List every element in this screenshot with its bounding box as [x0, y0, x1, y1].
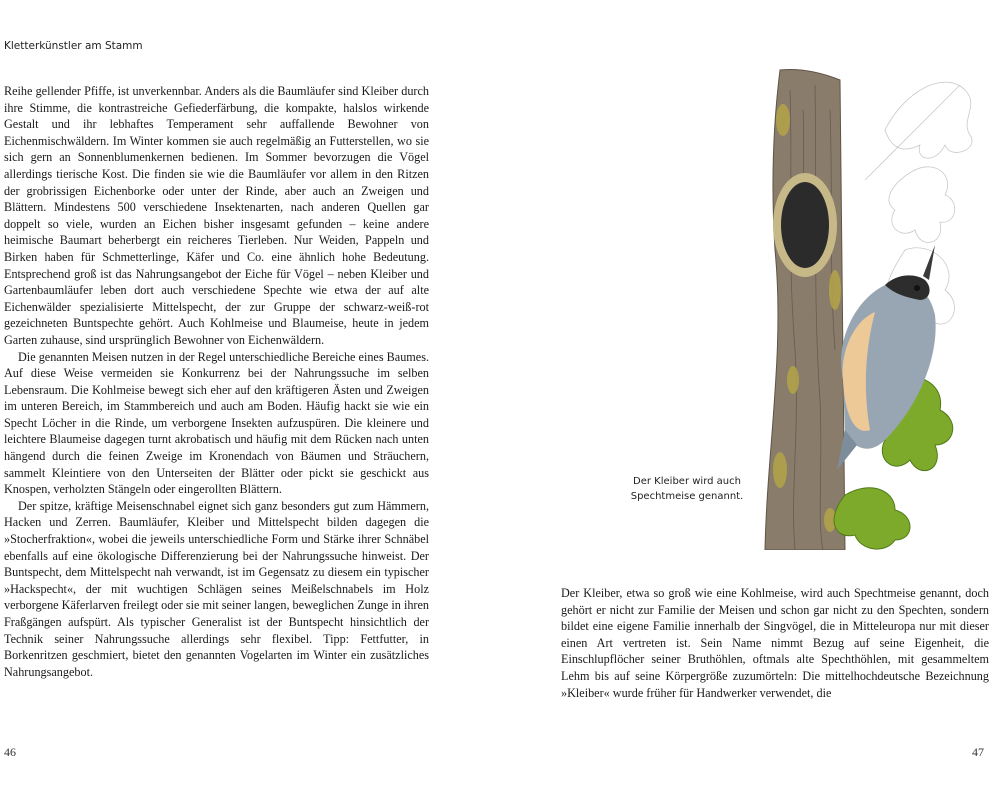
body-paragraph: Der spitze, kräftige Meisenschnabel eignet sich ganz besonders gut zum Hämmern, Hacken und Zerren. Baumläufer, Kleiber und Mittelspecht bilden dagegen die »Stocherfraktion«, wobei die jeweils unterschiedliche Form und Stärke ihrer Schnäbel ebenfalls auf eine ökologische Differenzierung bei der Nahrungssuche hinweist. Der Buntspecht, dem Mittelspecht nah verwandt, ist im Gegensatz zu diesem ein typischer »Hackspecht«, der mit wuchtigen Schlägen seines Meißelschnabels im Holz verborgene Käferlarven freilegt oder sie mit seiner langen, beweglichen Zunge in ihren Fraßgängen aufspürt. Als typischer Generalist ist der Buntspecht hinsichtlich der Technik seiner Nahrungssuche allerdings sehr flexibel. Tipp: Fettfutter, in Borkenritzen geschmiert, bietet den genannten Vogelarten im Winter ein zusätzliches Nahrungsangebot. [4, 498, 429, 679]
page-number-right: 47 [972, 745, 984, 759]
left-page-body [4, 83, 429, 680]
running-head: Kletterkünstler am Stamm [4, 40, 143, 52]
bird-eye [914, 285, 920, 291]
figure-caption: Der Kleiber wird auch Spechtmeise genannt. [630, 476, 744, 502]
right-page-body [561, 585, 989, 701]
nuthatch-illustration [745, 50, 990, 550]
body-paragraph: Der Kleiber, etwa so groß wie eine Kohlmeise, wird auch Spechtmeise genannt, doch gehört er nicht zur Familie der Meisen und schon gar nicht zu den Spechten, sondern bildet eine eigene Familie innerhalb der Singvögel, die in Mitteleuropa nur mit dieser einen Art vertreten ist. Sein Name nimmt Bezug auf seine Eigenheit, die Einschlupflöcher seiner Bruthöhlen, oftmals alte Spechthöhlen, mit gesammeltem Lehm bis auf seine Körpergröße zuzumörteln: Die mittelhochdeutsche Bezeichnung »Kleiber« wurde früher für Handwerker verwendet, die [561, 586, 989, 700]
page-number-left: 46 [4, 745, 16, 759]
body-paragraph: Reihe gellender Pfiffe, ist unverkennbar. Anders als die Baumläufer sind Kleiber durch ihre Stimme, die kontrastreiche Gefiederfärbung, die kompakte, halslos wirkende Gestalt und ihr lebhaftes Temperament sehr auffallende Bewohner von Eichenmischwäldern. Im Winter kommen sie auch regelmäßig an Futterstellen, wo sie sich gern an Sonnenblumenkernen bedienen. Im Sommer bevorzugen die Vögel allerdings tierische Kost. Die finden sie wie die Baumläufer vor allem in den Ritzen der grobrissigen Eichenborke oder unter der Rinde, aber auch an Zweigen und Blättern. Mindestens 500 verschiedene Insektenarten, nach anderen Quellen gar doppelt so viele, wurden an Eichen bisher insgesamt gefunden – keine andere heimische Baumart beherbergt ein reicheres Tierleben. Nur Weiden, Pappeln und Birken haben für Schmetterlinge, Käfer und Co. eine ähnlich hohe Bedeutung. Entsprechend groß ist das Nahrungsangebot der Eiche für Vögel – neben Kleiber und Gartenbaumläufer leben dort auch verschiedene Spechte wie etwa der auf alte Eichenwälder spezialisierte Mittelspecht, der zur Gruppe der schwarz-weiß-rot gezeichneten Buntspechte gehört. Auch Kohlmeise und Blaumeise, heute in jedem Garten zuhause, sind ursprünglich Bewohner von Eichenwäldern. [4, 84, 429, 347]
nest-hole [781, 182, 829, 268]
body-paragraph: Die genannten Meisen nutzen in der Regel unterschiedliche Bereiche eines Baumes. Auf diese Weise vermeiden sie Konkurrenz bei der Nahrungssuche im selben Lebensraum. Die Kohlmeise bewegt sich eher auf den kräftigeren Ästen und Zweigen im unteren Bereich, im Stammbereich und auch am Boden. Häufig hackt sie wie ein Specht Löcher in die Rinde, um verborgene Insekten aufzuspüren. Die kleinere und leichtere Blaumeise dagegen turnt akrobatisch und häufig mit dem Rücken nach unten hängend durch die feinen Zweige im Kronendach von Bäumen und Sträuchern, sammelt Kleintiere von den Unterseiten der Blätter oder pickt sie geschickt aus Knospen, verholzten Stängeln oder eingerollten Blättern. [4, 349, 429, 497]
